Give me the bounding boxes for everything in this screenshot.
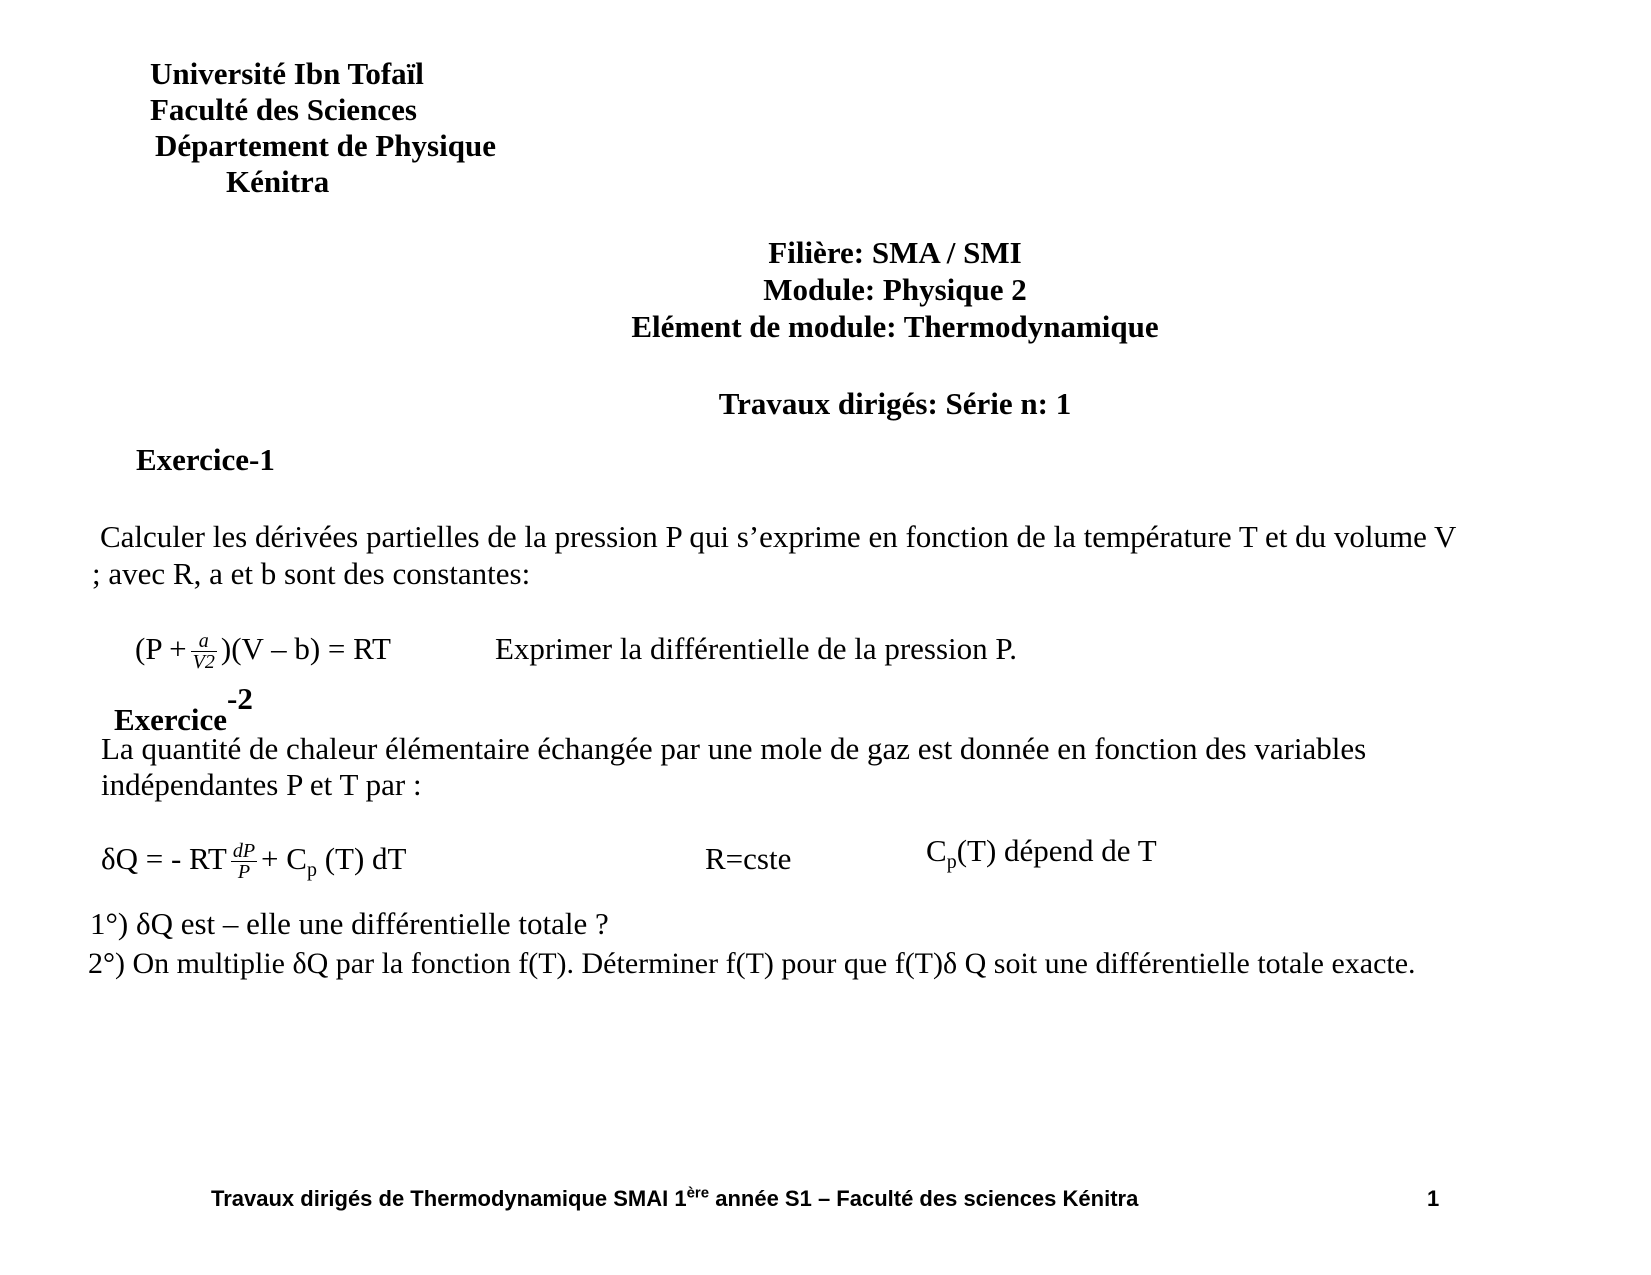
city-name: Kénitra [226,164,330,199]
faculty-name: Faculté des Sciences [150,92,417,127]
fraction-numerator: a [191,631,217,652]
equation-mid: + C [261,841,307,876]
footer-superscript: ère [686,1184,710,1202]
fraction-denominator: V2 [192,651,215,674]
exercise2-title-word: Exercice [114,702,228,737]
equation-prefix: δQ = - RT [101,841,227,876]
footer-text-before: Travaux dirigés de Thermodynamique SMAI 1 [211,1186,687,1211]
equation-suffix: (T) dT [324,841,407,876]
cp-note-subscript: p [946,851,957,874]
exercise1-statement-line2: ; avec R, a et b sont des constantes: [92,556,531,591]
page-footer [211,1186,1138,1212]
fraction-denominator: P [237,861,251,884]
exercise1-instruction: Exprimer la différentielle de la pression P. [495,631,1017,666]
department-name: Département de Physique [155,128,496,163]
equation-prefix: (P + [135,631,187,666]
fraction-numerator: dP [232,840,256,863]
equation-fraction [191,631,217,672]
filiere-title: Filière: SMA / SMI [768,235,1022,270]
cp-suffix: (T) dépend de T [956,833,1157,868]
exercise2-constant: R=cste [705,841,792,876]
exercise2-question2: 2°) On multiplie δQ par la fonction f(T). Déterminer f(T) pour que f(T)δ Q soit une différentielle totale exacte. [88,947,1416,980]
exercise2-equation [101,840,406,882]
series-title: Travaux dirigés: Série n: 1 [718,386,1072,421]
exercise2-statement-line1: La quantité de chaleur élémentaire échangée par une mole de gaz est donnée en fonction des variables [101,731,1367,766]
exercise2-question1: 1°) δQ est – elle une différentielle totale ? [90,906,609,941]
cp-main: C [926,833,947,868]
exercise1-statement-line1: Calculer les dérivées partielles de la pression P qui s’exprime en fonction de la température T et du volume V [100,519,1457,554]
element-title: Elément de module: Thermodynamique [631,309,1159,344]
equation-fraction [231,841,257,882]
cp-subscript: p [306,859,317,882]
module-title: Module: Physique 2 [763,272,1027,307]
exercise1-title: Exercice-1 [136,442,275,477]
exercise2-title-number: -2 [227,681,253,716]
university-name: Université Ibn Tofaïl [150,56,424,91]
exercise1-equation [135,630,391,672]
exercise2-statement-line2: indépendantes P et T par : [101,767,422,802]
footer-text-after: année S1 – Faculté des sciences Kénitra [709,1186,1139,1211]
exercise2-cp-note [926,832,1157,874]
equation-suffix: )(V – b) = RT [220,631,391,666]
page-number: 1 [1427,1186,1440,1211]
